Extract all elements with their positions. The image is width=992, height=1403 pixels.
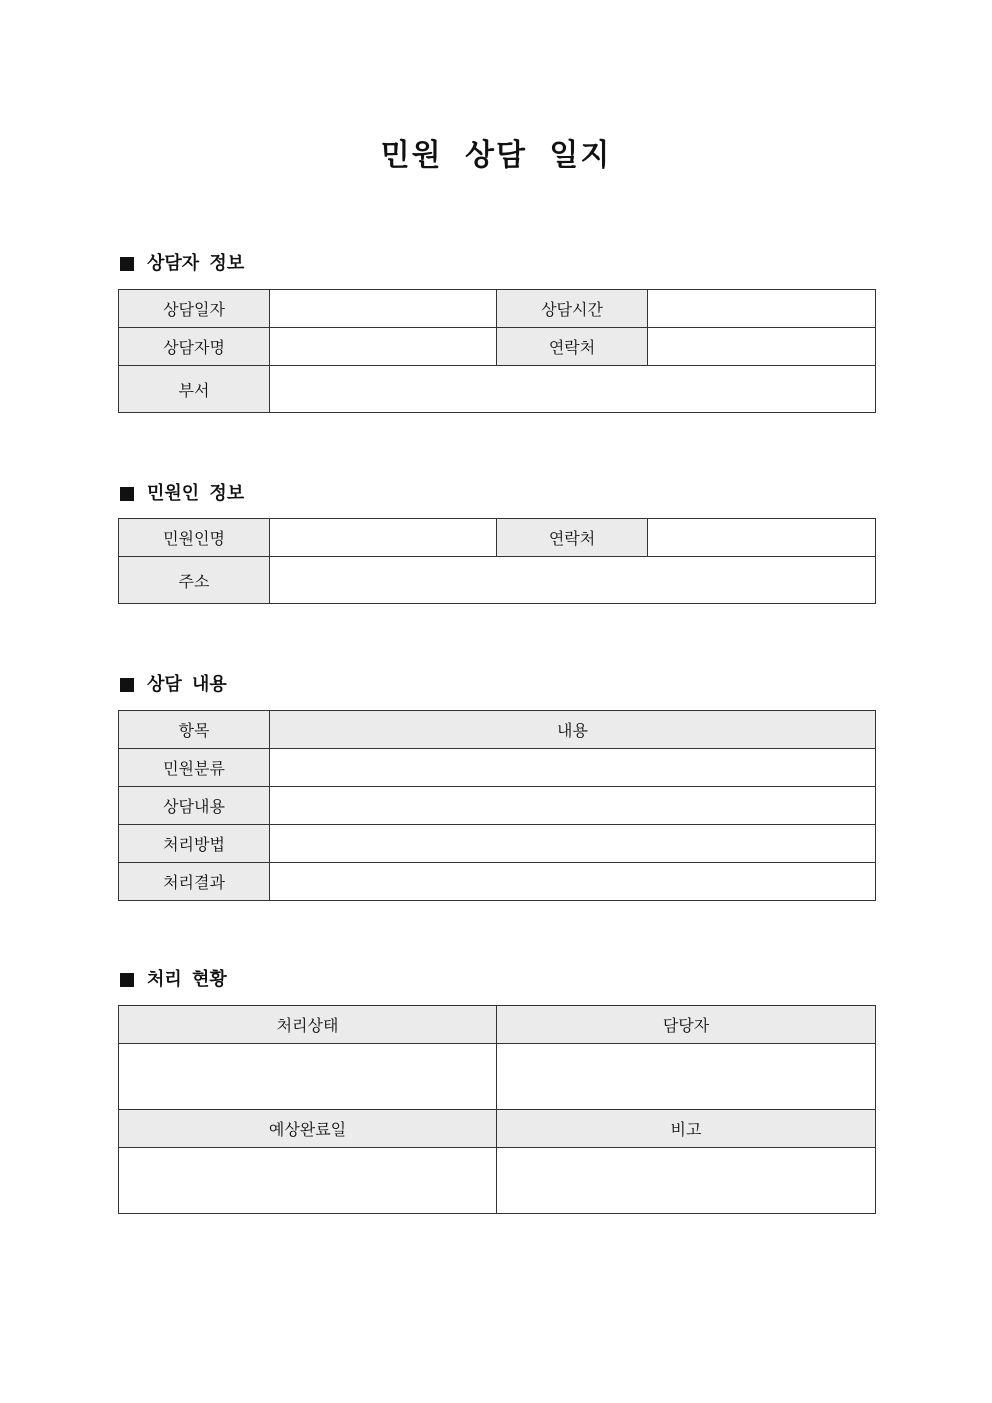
section-heading-complainant (118, 481, 244, 507)
consult-time-field[interactable] (648, 290, 876, 328)
field-label: 처리결과 (119, 863, 270, 901)
note-field[interactable] (497, 1148, 876, 1214)
field-label: 상담내용 (119, 787, 270, 825)
complaint-category-field[interactable] (270, 749, 876, 787)
handling-method-field[interactable] (270, 825, 876, 863)
column-header-content: 내용 (270, 711, 876, 749)
consult-content-table (118, 710, 876, 901)
field-label: 처리방법 (119, 825, 270, 863)
square-bullet-icon (120, 973, 134, 987)
department-field[interactable] (270, 366, 876, 413)
consult-date-field[interactable] (270, 290, 497, 328)
processing-status-field[interactable] (119, 1044, 497, 1110)
table-row (119, 366, 876, 413)
table-row (119, 1044, 876, 1110)
processing-status-table (118, 1005, 876, 1214)
field-label: 연락처 (497, 328, 648, 366)
field-label: 상담자명 (119, 328, 270, 366)
field-label: 주소 (119, 557, 270, 604)
table-row (119, 519, 876, 557)
table-row (119, 557, 876, 604)
field-label: 예상완료일 (119, 1110, 497, 1148)
table-row (119, 749, 876, 787)
handling-result-field[interactable] (270, 863, 876, 901)
column-header-item: 항목 (119, 711, 270, 749)
table-row (119, 1148, 876, 1214)
table-row (119, 825, 876, 863)
section-heading-counselor (118, 251, 244, 277)
address-field[interactable] (270, 557, 876, 604)
field-label: 연락처 (497, 519, 648, 557)
table-header-row (119, 1110, 876, 1148)
table-row (119, 863, 876, 901)
table-row (119, 787, 876, 825)
document-title: 민원 상담 일지 (380, 138, 612, 173)
field-label: 민원분류 (119, 749, 270, 787)
table-header-row (119, 1006, 876, 1044)
field-label: 상담시간 (497, 290, 648, 328)
square-bullet-icon (120, 257, 134, 271)
table-header-row (119, 711, 876, 749)
complainant-info-table (118, 518, 876, 604)
section-title: 상담 내용 (147, 674, 227, 695)
field-label: 부서 (119, 366, 270, 413)
complainant-name-field[interactable] (270, 519, 497, 557)
manager-field[interactable] (497, 1044, 876, 1110)
field-label: 처리상태 (119, 1006, 497, 1044)
square-bullet-icon (120, 487, 134, 501)
complainant-contact-field[interactable] (648, 519, 876, 557)
counselor-contact-field[interactable] (648, 328, 876, 366)
expected-completion-field[interactable] (119, 1148, 497, 1214)
section-heading-content (118, 672, 227, 698)
consult-details-field[interactable] (270, 787, 876, 825)
square-bullet-icon (120, 678, 134, 692)
counselor-name-field[interactable] (270, 328, 497, 366)
field-label: 상담일자 (119, 290, 270, 328)
field-label: 민원인명 (119, 519, 270, 557)
field-label: 담당자 (497, 1006, 876, 1044)
section-title: 민원인 정보 (147, 483, 245, 504)
table-row (119, 290, 876, 328)
table-row (119, 328, 876, 366)
section-title: 상담자 정보 (147, 253, 245, 274)
section-heading-status (118, 967, 227, 993)
field-label: 비고 (497, 1110, 876, 1148)
section-title: 처리 현황 (147, 969, 227, 990)
counselor-info-table (118, 289, 876, 413)
